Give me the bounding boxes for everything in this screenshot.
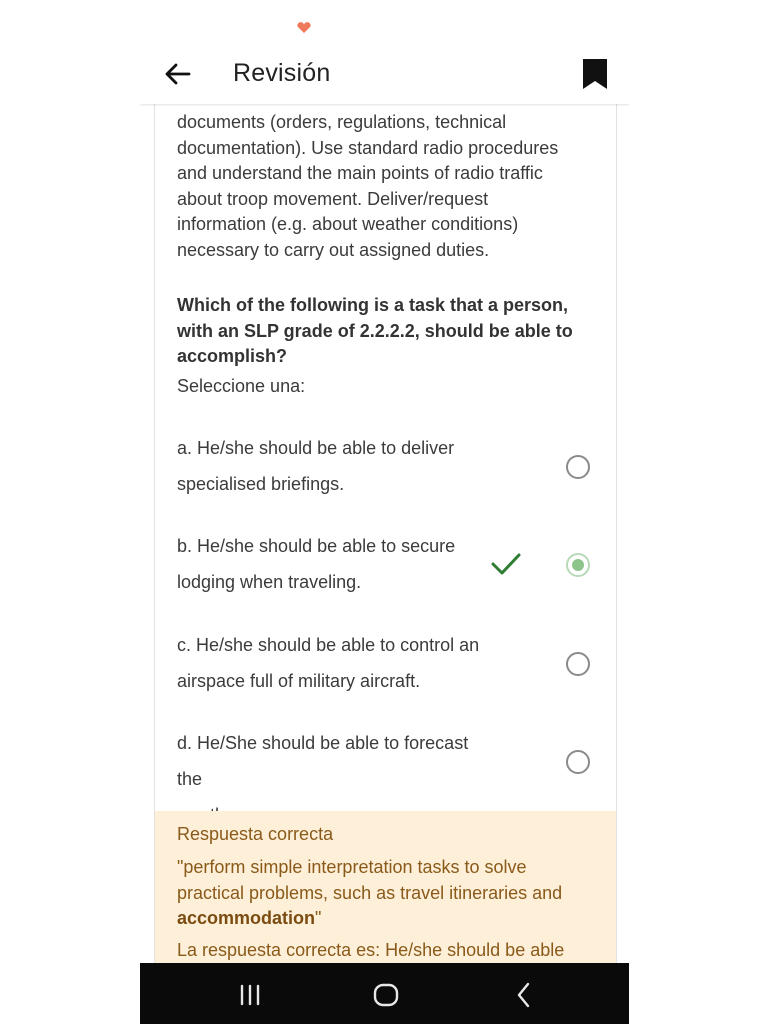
option-c-radio[interactable] — [566, 652, 590, 676]
feedback-quote-text: "perform simple interpretation tasks to solve practical problems, such as travel itineraries and — [177, 857, 563, 903]
feedback-panel — [155, 811, 616, 971]
arrow-left-icon[interactable] — [162, 58, 194, 90]
option-b[interactable] — [155, 528, 616, 626]
option-b-text: b. He/she should be able to secure lodging when traveling. — [177, 536, 456, 592]
option-c[interactable] — [155, 627, 616, 725]
question-card — [154, 104, 617, 964]
system-nav-bar — [140, 963, 629, 1024]
feedback-quote-bold: accommodation — [177, 908, 316, 929]
option-a-radio[interactable] — [566, 455, 590, 479]
recents-icon[interactable] — [233, 978, 267, 1012]
option-b-radio[interactable] — [566, 553, 590, 577]
feedback-title: Respuesta correcta — [177, 824, 334, 844]
option-a[interactable] — [155, 430, 616, 528]
home-icon[interactable] — [369, 978, 403, 1012]
correct-answer-text: La respuesta correcta es: He/she should be able — [177, 940, 565, 960]
option-a-text: a. He/she should be able to deliver specialised briefings. — [177, 438, 455, 494]
chevron-left-icon[interactable] — [507, 978, 541, 1012]
phone-screen — [140, 0, 629, 1024]
question-text: Which of the following is a task that a person, with an SLP grade of 2.2.2.2, should be able to accomplish? — [177, 295, 573, 367]
page-title: Revisión — [233, 59, 331, 87]
feedback-quote — [177, 855, 597, 932]
checkmark-icon — [490, 550, 522, 578]
heart-icon — [296, 22, 312, 34]
bookmark-icon[interactable] — [580, 57, 610, 91]
question-context-text: documents (orders, regulations, technical documentation). Use standard radio procedures and understand the main points of radio traffic about troop movement. Deliver/request information (e.g. about weather conditions) necessary to carry out assigned duties. — [177, 112, 559, 260]
select-one-label: Seleccione una: — [177, 376, 306, 396]
option-d[interactable] — [155, 725, 616, 823]
option-d-radio[interactable] — [566, 750, 590, 774]
app-bar — [140, 44, 629, 104]
feedback-quote-end: " — [315, 908, 322, 929]
option-d-text: d. He/She should be able to forecast the — [177, 733, 469, 789]
option-c-text: c. He/she should be able to control an airspace full of military aircraft. — [177, 635, 480, 691]
